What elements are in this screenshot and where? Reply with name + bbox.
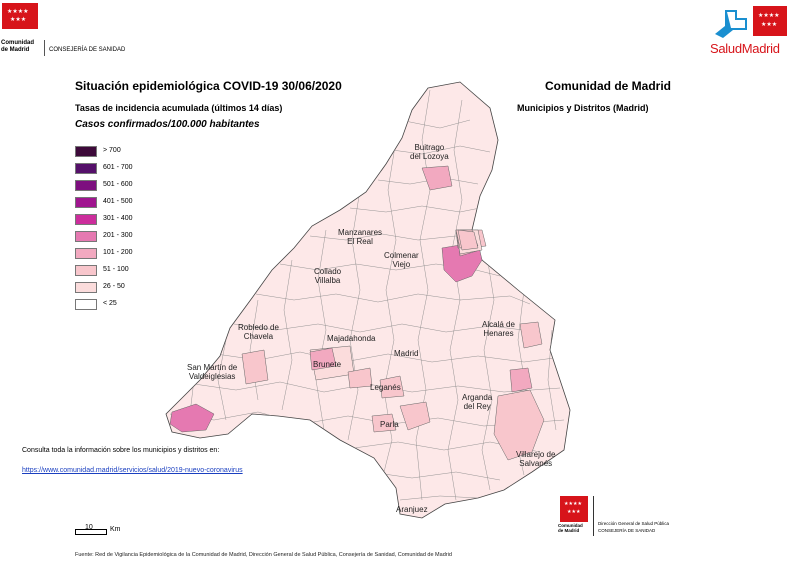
legend-swatch xyxy=(75,248,97,259)
madrid-flag-icon: ★★★★ ★★★ xyxy=(560,496,588,522)
legend-swatch xyxy=(75,146,97,157)
place-label: Robledo de Chavela xyxy=(238,323,279,341)
place-label: Villarejo de Salvanés xyxy=(516,450,556,468)
place-label: Alcalá de Henares xyxy=(482,320,515,338)
map-unit: Casos confirmados/100.000 habitantes xyxy=(75,119,260,130)
place-label: Majadahonda xyxy=(327,334,376,343)
legend-swatch xyxy=(75,282,97,293)
place-label: Buitrago del Lozoya xyxy=(410,143,449,161)
municipality-highlight xyxy=(510,368,532,392)
logo-divider xyxy=(44,40,45,56)
bottom-logo-line1: Dirección General de Salud Pública xyxy=(598,521,670,526)
legend-swatch xyxy=(75,299,97,310)
scale-value: 10 xyxy=(85,524,93,531)
region-title: Comunidad de Madrid xyxy=(545,79,671,93)
municipality-highlight xyxy=(520,322,542,348)
map-subtitle: Tasas de incidencia acumulada (últimos 14 días) xyxy=(75,103,283,113)
bottom-logo-name: Comunidad de Madrid xyxy=(558,523,583,533)
legend-swatch xyxy=(75,197,97,208)
salud-madrid-text: SaludMadrid xyxy=(710,41,780,56)
legend-label: 601 - 700 xyxy=(103,164,133,171)
place-label: Arganda del Rey xyxy=(462,393,493,411)
bottom-logo xyxy=(558,494,698,540)
place-label: Brunete xyxy=(313,360,342,369)
place-label: Leganés xyxy=(370,383,401,392)
madrid-flag-icon: ★★★★ ★★★ xyxy=(753,6,787,36)
legend-label: 201 - 300 xyxy=(103,232,133,239)
map-title: Situación epidemiológica COVID-19 30/06/2020 xyxy=(75,79,342,93)
legend-label: 401 - 500 xyxy=(103,198,133,205)
place-label: San Martín de Valdeiglesias xyxy=(187,363,238,381)
legend-label: 301 - 400 xyxy=(103,215,133,222)
legend-swatch xyxy=(75,231,97,242)
info-link[interactable]: https://www.comunidad.madrid/servicios/salud/2019-nuevo-coronavirus xyxy=(22,467,243,474)
scale-unit: Km xyxy=(110,526,121,533)
region-subtitle: Municipios y Distritos (Madrid) xyxy=(517,103,649,113)
municipality-highlight xyxy=(242,350,268,384)
place-label: Collado Villalba xyxy=(314,267,342,285)
place-label: Parla xyxy=(380,420,399,429)
source-footer: Fuente: Red de Vigilancia Epidemiológica de la Comunidad de Madrid, Dirección General de Salud Pública, Consejería de Sanidad, Comunidad de Madrid xyxy=(75,552,452,558)
logo-org-name: Comunidad de Madrid xyxy=(1,40,34,53)
bottom-logo-line2: CONSEJERÍA DE SANIDAD xyxy=(598,528,656,533)
legend-label: > 700 xyxy=(103,147,121,154)
place-label: Colmenar Viejo xyxy=(384,251,419,269)
legend-swatch xyxy=(75,265,97,276)
choropleth-map xyxy=(160,80,590,520)
info-text: Consulta toda la información sobre los municipios y distritos en: xyxy=(22,447,220,454)
legend-label: < 25 xyxy=(103,300,117,307)
legend-label: 26 - 50 xyxy=(103,283,125,290)
legend-label: 501 - 600 xyxy=(103,181,133,188)
madrid-flag-icon: ★★★★ ★★★ xyxy=(2,3,38,29)
place-label: Manzanares El Real xyxy=(338,228,383,246)
health-cross-icon xyxy=(711,4,751,40)
bottom-logo-divider xyxy=(593,496,594,536)
logo-department: CONSEJERÍA DE SANIDAD xyxy=(49,47,126,53)
place-label: Madrid xyxy=(394,349,419,358)
place-label: Aranjuez xyxy=(396,505,428,514)
legend-swatch xyxy=(75,214,97,225)
legend-swatch xyxy=(75,163,97,174)
legend-swatch xyxy=(75,180,97,191)
salud-madrid-logo xyxy=(705,2,789,62)
legend-label: 51 - 100 xyxy=(103,266,129,273)
legend-label: 101 - 200 xyxy=(103,249,133,256)
